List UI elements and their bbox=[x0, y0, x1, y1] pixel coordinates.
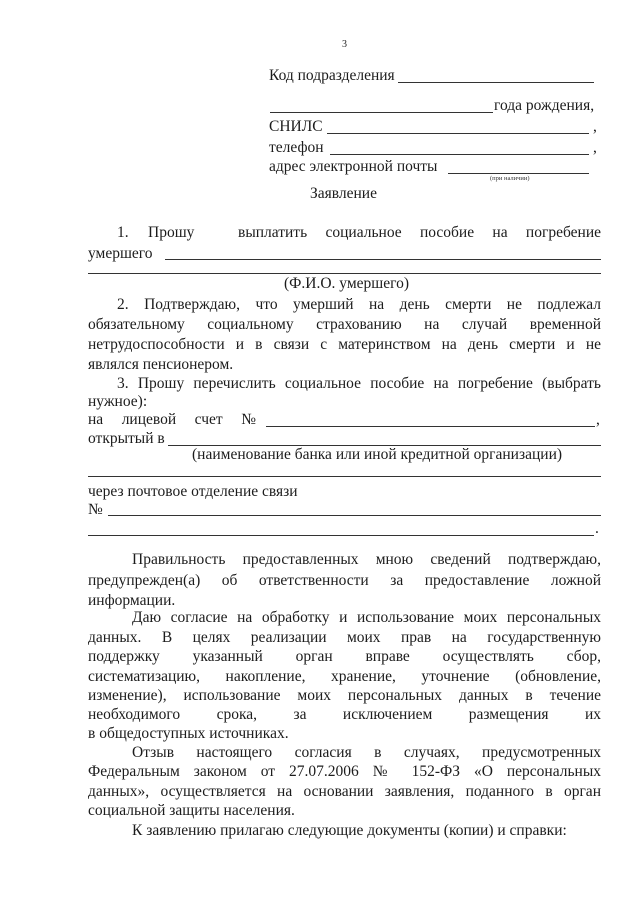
accuracy-line-1: Правильность предоставленных мною сведений подтверждаю, bbox=[132, 551, 601, 568]
post-line-2 bbox=[88, 535, 594, 536]
deceased-name-line-1 bbox=[165, 259, 601, 260]
number-sign: № bbox=[88, 501, 103, 518]
revoke-line-1: Отзыв настоящего согласия в случаях, предусмотренных bbox=[132, 744, 601, 761]
consent-line-1: Даю согласие на обработку и использование моих персональных bbox=[132, 609, 601, 626]
accuracy-line-3: информации. bbox=[88, 592, 176, 609]
accuracy-line-2: предупрежден(а) об ответственности за предоставление ложной bbox=[88, 572, 601, 589]
snils-line bbox=[327, 133, 589, 134]
consent-line-5: изменение), использование моих персональных данных в течение bbox=[88, 687, 601, 704]
revoke-line-4: социальной защиты населения. bbox=[88, 802, 295, 819]
account-label: на лицевой счет № bbox=[88, 411, 256, 428]
s3-line-2: нужное): bbox=[88, 393, 148, 410]
s2-line-3: нетрудоспособности и в связи с материнством на день смерти и не bbox=[88, 336, 601, 353]
consent-line-4: систематизацию, накопление, хранение, уточнение (обновление, bbox=[88, 668, 601, 685]
email-line bbox=[448, 173, 589, 174]
s1-text: выплатить социальное пособие на погребение bbox=[238, 224, 601, 241]
account-comma: , bbox=[596, 411, 600, 428]
s3-line-1: 3. Прошу перечислить социальное пособие на погребение (выбрать bbox=[117, 375, 601, 392]
consent-line-3: поддержку указанный орган вправе осуществлять сбор, bbox=[88, 648, 601, 665]
snils-comma: , bbox=[593, 118, 597, 135]
name-birth-line bbox=[270, 112, 493, 113]
revoke-line-3: данных», осуществляется на основании заявления, поданного в орган bbox=[88, 783, 601, 800]
page-number: 3 bbox=[342, 39, 347, 50]
s1-request: Прошу bbox=[148, 224, 195, 241]
phone-comma: , bbox=[593, 139, 597, 156]
birth-year-label: года рождения, bbox=[494, 97, 595, 114]
deceased-label: умершего bbox=[88, 245, 153, 262]
fio-caption: (Ф.И.О. умершего) bbox=[284, 275, 409, 292]
post-office-label: через почтовое отделение связи bbox=[88, 483, 298, 500]
consent-line-6: необходимого срока, за исключением размещения их bbox=[88, 706, 601, 723]
consent-line-2: данных. В целях реализации моих прав на государственную bbox=[88, 629, 601, 646]
document-title: Заявление bbox=[310, 185, 377, 202]
account-line bbox=[266, 426, 595, 427]
post-number-line bbox=[108, 515, 601, 516]
s2-line-4: являлся пенсионером. bbox=[88, 356, 234, 373]
phone-line bbox=[330, 154, 589, 155]
bank-caption: (наименование банка или иной кредитной организации) bbox=[192, 446, 563, 463]
email-label: адрес электронной почты bbox=[269, 158, 438, 175]
revoke-line-2: Федеральным законом от 27.07.2006 № 152-ФЗ «О персональных bbox=[88, 763, 601, 780]
opened-in-label: открытый в bbox=[88, 430, 165, 447]
s2-line-1: 2. Подтверждаю, что умерший на день смерти не подлежал bbox=[117, 296, 601, 313]
snils-label: СНИЛС bbox=[269, 118, 323, 135]
division-code-label: Код подразделения bbox=[269, 67, 395, 84]
s2-line-2: обязательному социальному страхованию на случай временной bbox=[88, 316, 601, 333]
s1-number: 1. bbox=[117, 224, 129, 241]
attachments-heading: К заявлению прилагаю следующие документы (копии) и справки: bbox=[132, 822, 567, 839]
consent-line-7: в общедоступных источниках. bbox=[88, 725, 289, 742]
phone-label: телефон bbox=[269, 139, 324, 156]
bank-line-2 bbox=[88, 476, 601, 477]
division-code-line bbox=[398, 82, 594, 83]
if-any-caption: (при наличии) bbox=[490, 175, 530, 182]
end-dot: . bbox=[595, 520, 599, 537]
